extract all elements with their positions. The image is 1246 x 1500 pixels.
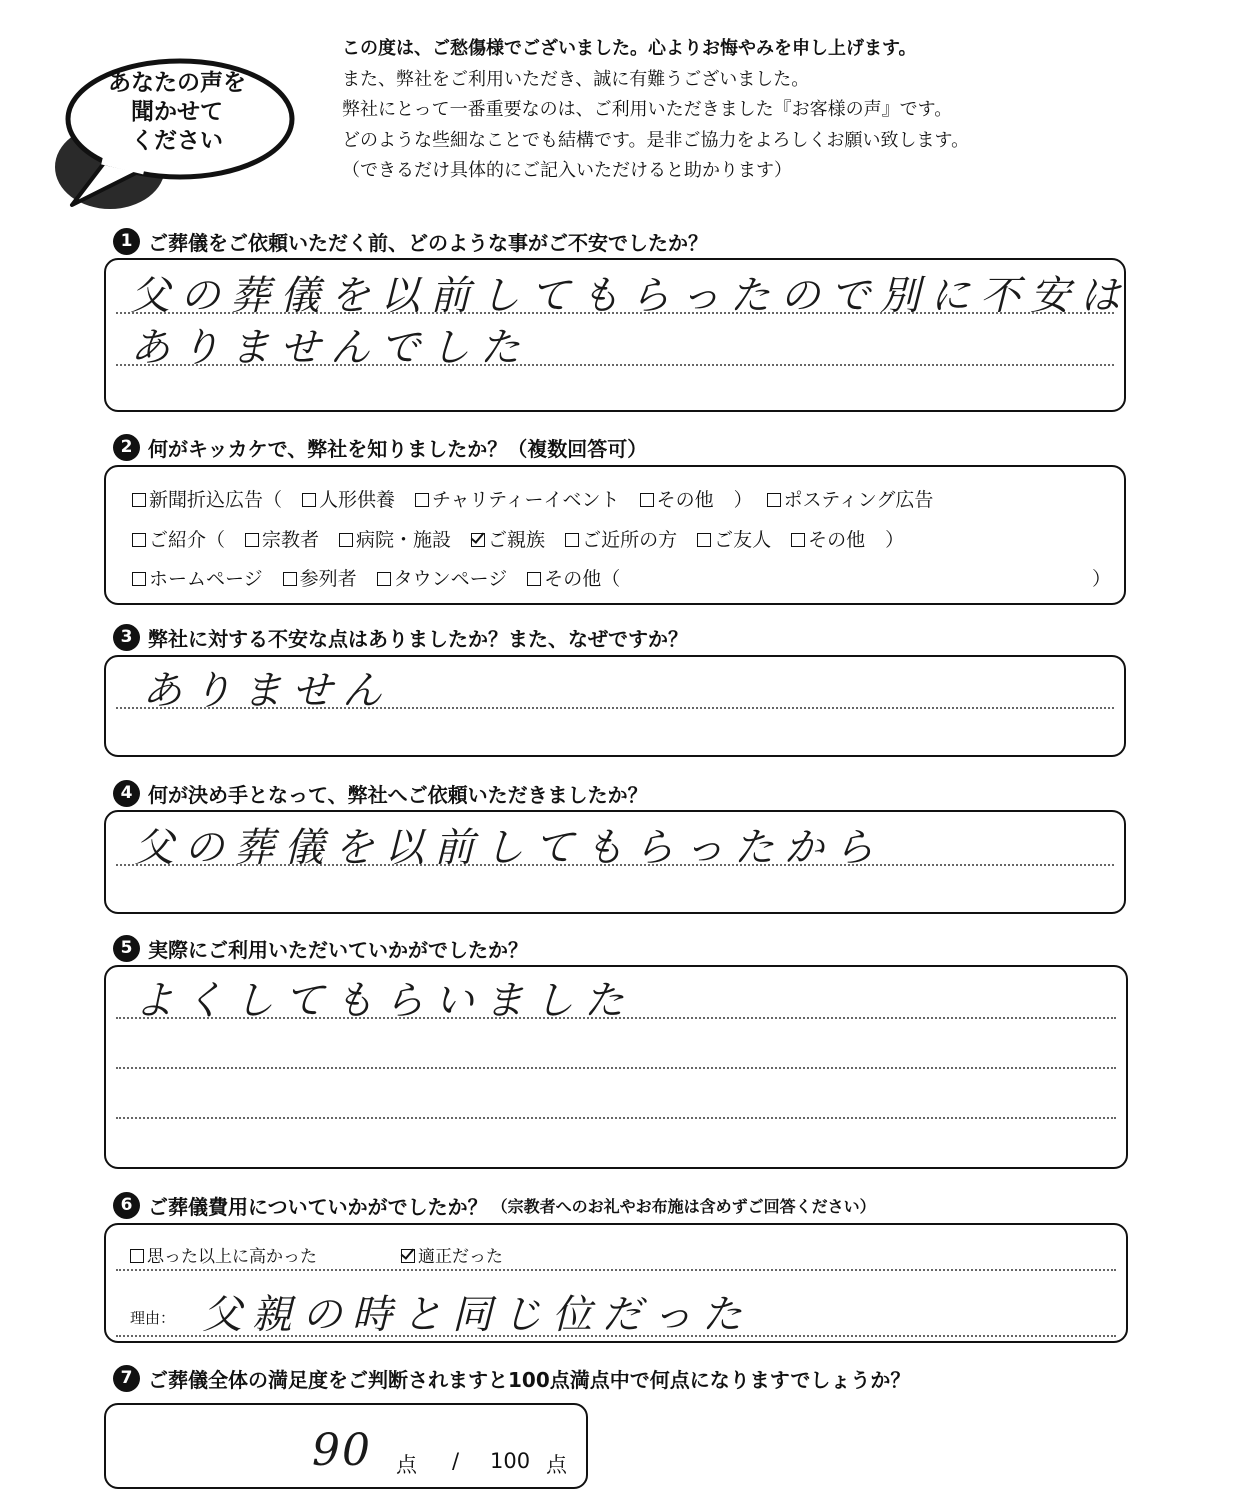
- question-5-heading: [113, 933, 528, 963]
- writing-line: [116, 1067, 1116, 1069]
- question-5-answer-box[interactable]: [104, 965, 1128, 1169]
- question-number: 1: [113, 228, 140, 255]
- option-townpage[interactable]: [377, 564, 508, 591]
- checkbox[interactable]: [339, 533, 353, 547]
- checkbox[interactable]: [565, 533, 579, 547]
- question-text: 弊社に対する不安な点はありましたか？また、なぜですか？: [148, 626, 688, 651]
- option-neighbors[interactable]: [565, 525, 677, 552]
- handwritten-answer: よくしてもらいました: [134, 978, 634, 1024]
- question-4-answer-box[interactable]: [104, 810, 1126, 914]
- option-label: ポスティング広告: [783, 489, 934, 511]
- checkbox[interactable]: [283, 572, 297, 586]
- checkbox[interactable]: [132, 533, 146, 547]
- checkbox[interactable]: [377, 572, 391, 586]
- question-1-answer-box[interactable]: [104, 258, 1130, 412]
- checkbox[interactable]: [697, 533, 711, 547]
- handwritten-reason: 父親の時と同じ位だった: [202, 1292, 752, 1338]
- option-referral[interactable]: [132, 525, 225, 552]
- question-4-heading: [113, 778, 648, 808]
- option-hospital[interactable]: [339, 525, 451, 552]
- option-other-1[interactable]: [640, 485, 714, 512]
- score-unit: 点: [396, 1453, 417, 1477]
- question-text: 何が決め手となって、弊社へご依頼いただきましたか？: [148, 782, 648, 807]
- question-text: 実際にご利用いただいていかがでしたか？: [148, 937, 528, 962]
- question-number: 6: [113, 1192, 140, 1219]
- voice-speech-bubble: [52, 55, 302, 225]
- checkbox[interactable]: [791, 533, 805, 547]
- option-label: ご親族: [488, 529, 546, 551]
- reason-label: 理由：: [130, 1309, 176, 1327]
- question-note: （宗教者へのお礼やお布施は含めずご回答ください）: [491, 1196, 876, 1216]
- option-relatives[interactable]: [471, 525, 545, 552]
- option-label: ご近所の方: [582, 529, 678, 551]
- option-row: [132, 485, 953, 512]
- question-text: 何がキッカケで、弊社を知りましたか？（複数回答可）: [148, 436, 648, 461]
- question-number: 7: [113, 1365, 140, 1392]
- checkbox[interactable]: [302, 493, 316, 507]
- question-2-options-box: [104, 465, 1126, 605]
- question-number: 2: [113, 434, 140, 461]
- bubble-line: 聞かせて: [131, 99, 223, 125]
- checkbox[interactable]: [767, 493, 781, 507]
- option-row: [132, 525, 918, 552]
- question-6-heading: [113, 1190, 876, 1220]
- option-row: [130, 1242, 523, 1267]
- option-label: 人形供養: [319, 489, 396, 511]
- question-text: ご葬儀費用についていかがでしたか？: [148, 1194, 488, 1219]
- score-max-unit: 点: [546, 1453, 567, 1477]
- handwritten-answer: ありません: [142, 668, 392, 714]
- handwritten-answer: ありませんでした: [130, 325, 530, 371]
- writing-line: [116, 1269, 1116, 1271]
- option-label: 思った以上に高かった: [147, 1247, 317, 1267]
- option-other-2[interactable]: [791, 525, 865, 552]
- option-label: その他: [656, 489, 714, 511]
- question-text: ご葬儀をご依頼いただく前、どのような事がご不安でしたか？: [148, 230, 708, 255]
- handwritten-answer: 父の葬儀を以前してもらったから: [134, 825, 884, 871]
- option-doll-memorial[interactable]: [302, 485, 395, 512]
- option-label: 宗教者: [262, 529, 320, 551]
- question-text: ご葬儀全体の満足度をご判断されますと100点満点中で何点になりますでしょうか？: [148, 1367, 911, 1392]
- option-label: ご友人: [714, 529, 772, 551]
- option-fair[interactable]: [401, 1242, 503, 1267]
- handwritten-answer: 父の葬儀を以前してもらったので別に不安は: [130, 273, 1130, 319]
- checkbox[interactable]: [415, 493, 429, 507]
- question-7-heading: [113, 1363, 910, 1393]
- writing-line: [116, 1117, 1116, 1119]
- option-label: タウンページ: [393, 568, 508, 590]
- checkbox-checked[interactable]: [401, 1249, 415, 1263]
- option-attendee[interactable]: [283, 564, 357, 591]
- checkbox[interactable]: [132, 572, 146, 586]
- question-number: 3: [113, 624, 140, 651]
- question-number: 4: [113, 780, 140, 807]
- score-slash: /: [452, 1449, 460, 1473]
- option-label: ご紹介（: [149, 529, 226, 551]
- option-label: 病院・施設: [356, 529, 452, 551]
- checkbox-checked[interactable]: [471, 533, 485, 547]
- intro-line: この度は、ご愁傷様でございました。心よりお悔やみを申し上げます。: [342, 38, 917, 59]
- checkbox[interactable]: [527, 572, 541, 586]
- question-7-score-box[interactable]: [104, 1403, 588, 1489]
- intro-message: [342, 34, 1222, 187]
- handwritten-score: 90: [312, 1425, 372, 1476]
- intro-line: 弊社にとって一番重要なのは、ご利用いただきました『お客様の声』です。: [342, 99, 953, 120]
- question-6-answer-box: [104, 1223, 1128, 1343]
- option-other-3[interactable]: [527, 564, 620, 591]
- option-religious[interactable]: [245, 525, 319, 552]
- checkbox[interactable]: [130, 1249, 144, 1263]
- bubble-line: ください: [131, 128, 223, 154]
- option-label: チャリティーイベント: [432, 489, 620, 511]
- option-label: その他: [808, 529, 866, 551]
- question-number: 5: [113, 935, 140, 962]
- checkbox[interactable]: [245, 533, 259, 547]
- score-max: 100: [490, 1449, 531, 1473]
- option-label: 参列者: [299, 568, 357, 590]
- option-homepage[interactable]: [132, 564, 263, 591]
- option-row: [132, 564, 1112, 591]
- option-charity-event[interactable]: [415, 485, 620, 512]
- option-label: 適正だった: [418, 1247, 503, 1267]
- question-1-heading: [113, 226, 708, 256]
- intro-line: （できるだけ具体的にご記入いただけると助かります）: [342, 160, 792, 181]
- option-label: その他（: [544, 568, 621, 590]
- checkbox[interactable]: [132, 493, 146, 507]
- option-label: 新聞折込広告（: [149, 489, 283, 511]
- question-3-heading: [113, 622, 688, 652]
- close-paren: ）: [885, 529, 905, 551]
- question-3-answer-box[interactable]: [104, 655, 1126, 757]
- option-friends[interactable]: [697, 525, 771, 552]
- intro-line: また、弊社をご利用いただき、誠に有難うございました。: [342, 68, 810, 90]
- option-newspaper[interactable]: [132, 485, 282, 512]
- close-paren: ）: [733, 489, 753, 511]
- bubble-line: あなたの声を: [108, 70, 246, 96]
- close-paren: ）: [1092, 568, 1112, 590]
- option-label: ホームページ: [149, 568, 263, 590]
- option-posting-ad[interactable]: [767, 485, 934, 512]
- checkbox[interactable]: [640, 493, 654, 507]
- intro-line: どのような些細なことでも結構です。是非ご協力をよろしくお願い致します。: [342, 129, 970, 151]
- bubble-title: [87, 69, 267, 156]
- question-2-heading: [113, 432, 647, 462]
- option-too-expensive[interactable]: [130, 1242, 317, 1267]
